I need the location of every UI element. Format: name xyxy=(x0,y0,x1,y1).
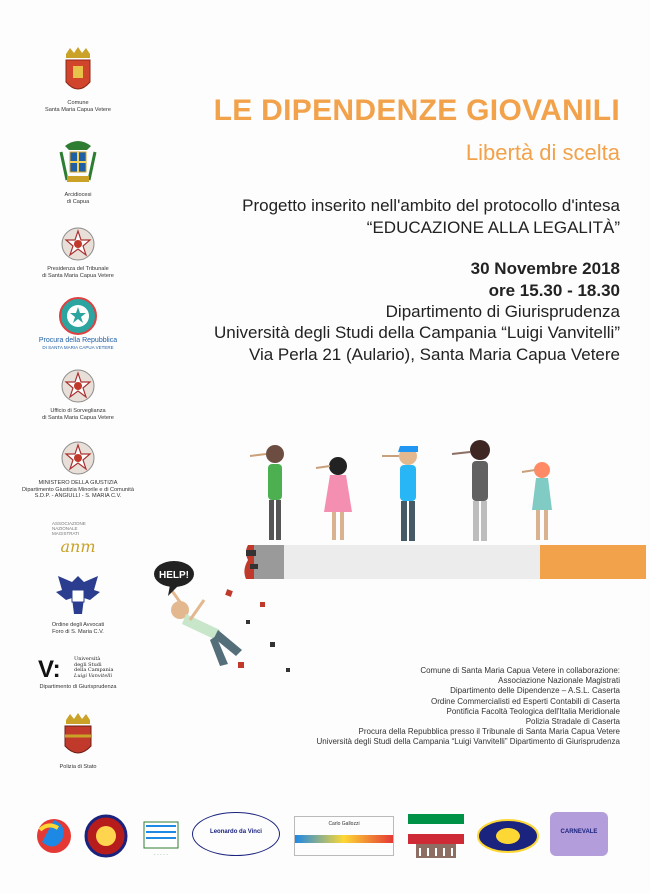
republic-emblem-icon xyxy=(60,440,96,478)
event-university: Università degli Studi della Campania “Luigi Vanvitelli” xyxy=(214,323,620,342)
institution-ministero xyxy=(8,440,148,500)
person-pink-dress xyxy=(316,457,352,540)
archdiocese-crest-icon xyxy=(57,140,99,190)
institution-avvocati xyxy=(8,570,148,635)
institution-caption: Comune Santa Maria Capua Vetere xyxy=(45,100,111,113)
anm-logo: anm xyxy=(60,537,96,556)
person-blue-cap xyxy=(382,446,418,541)
event-address: Via Perla 21 (Aulario), Santa Maria Capua Vetere xyxy=(248,345,620,364)
person-green-shirt xyxy=(250,445,284,540)
procura-seal-icon xyxy=(58,296,98,336)
police-crest-icon xyxy=(61,712,95,762)
help-text: HELP! xyxy=(159,570,189,581)
partner-line: Polizia Stradale di Caserta xyxy=(525,717,620,727)
partner-line: Ordine Commercialisti ed Esperti Contabili di Caserta xyxy=(431,696,620,706)
institution-sorveglianza xyxy=(8,368,148,421)
bottom-logos-row xyxy=(30,812,630,864)
cigarette-illustration xyxy=(150,430,650,690)
institution-caption: Arcidiocesi di Capua xyxy=(64,192,92,205)
partner-line: Dipartimento delle Dipendenze – A.S.L. Caserta xyxy=(450,686,620,696)
partner-line: Comune di Santa Maria Capua Vetere in collaborazione: xyxy=(420,666,620,675)
event-title: LE DIPENDENZE GIOVANILI xyxy=(213,94,620,127)
institution-polizia xyxy=(8,712,148,771)
carnevale-logo: CARNEVALE xyxy=(550,812,608,856)
event-department: Dipartimento di Giurisprudenza xyxy=(385,302,620,321)
partners-list xyxy=(316,666,620,748)
ash-fragments xyxy=(225,589,290,672)
oval-emblem-logo xyxy=(476,812,540,860)
institution-caption: Polizia di Stato xyxy=(59,764,97,770)
walking-people xyxy=(250,440,552,541)
event-subtitle: Libertà di scelta xyxy=(465,140,620,165)
partner-line: Università degli Studi della Campania “Luigi Vanvitelli” Dipartimento di Giurisprudenza xyxy=(316,737,620,747)
institution-vanvitelli xyxy=(8,656,148,691)
institution-anm xyxy=(8,521,148,556)
institution-caption: Dipartimento di Giurisprudenza xyxy=(39,684,117,690)
institution-caption: Ufficio di Sorveglianza di Santa Maria Capua Vetere xyxy=(42,408,114,421)
institution-caption: Procura della Repubblica DI SANTA MARIA CAPUA VETERE xyxy=(38,337,118,350)
republic-emblem-icon xyxy=(60,226,96,264)
fse-pon-banner-logo: Carlo Gallozzi xyxy=(294,816,394,856)
partner-line: Pontificia Facoltà Teologica dell'Italia Meridionale xyxy=(446,706,620,716)
cigarette-filter xyxy=(540,545,646,579)
institution-caption: MINISTERO DELLA GIUSTIZIA Dipartimento Giustizia Minorile e di Comunità S.D.P. - ANGIULLI - S. MARIA C.V. xyxy=(22,480,134,500)
town-crest-icon xyxy=(61,46,95,98)
anm-caption: ASSOCIAZIONE NAZIONALE MAGISTRATI xyxy=(52,521,86,536)
swirl-logo xyxy=(34,812,74,860)
republic-emblem-icon xyxy=(60,368,96,406)
partner-line: Procura della Repubblica presso il Tribunale di Santa Maria Capua Vetere xyxy=(358,727,620,737)
partner-line: Associazione Nazionale Magistrati xyxy=(498,676,620,686)
person-grey-outfit xyxy=(452,440,490,541)
cigarette xyxy=(244,545,646,579)
leonardo-da-vinci-school-logo: Leonardo da Vinci xyxy=(192,812,280,856)
cigarette-paper xyxy=(280,545,540,579)
institution-arcidiocesi xyxy=(8,140,148,205)
institution-tribunale xyxy=(8,226,148,279)
school-logo xyxy=(140,812,182,860)
help-speech-bubble xyxy=(154,561,194,596)
person-little-girl xyxy=(522,462,552,540)
round-badge-logo xyxy=(84,812,128,860)
event-date: 30 Novembre 2018 xyxy=(470,259,620,278)
event-hours: ore 15.30 - 18.30 xyxy=(488,281,620,300)
project-line-1: Progetto inserito nell'ambito del protocollo d'intesa xyxy=(242,196,620,215)
institution-caption: Presidenza del Tribunale di Santa Maria Capua Vetere xyxy=(42,266,114,279)
institution-comune xyxy=(8,46,148,113)
institution-caption: Ordine degli Avvocati Foro di S. Maria C.V. xyxy=(51,622,105,635)
svg-text:· · · · ·: · · · · · xyxy=(154,852,168,858)
institution-procura xyxy=(8,296,148,351)
eagle-crest-icon xyxy=(54,570,102,620)
project-line-2: “EDUCAZIONE ALLA LEGALITÀ” xyxy=(366,218,620,237)
falling-person xyxy=(170,588,242,666)
building-flag-logo xyxy=(406,812,466,860)
cigarette-ash xyxy=(254,545,284,579)
vanvitelli-logo: V: Università degli Studi della Campania Luigi Vanvitelli xyxy=(38,656,114,683)
